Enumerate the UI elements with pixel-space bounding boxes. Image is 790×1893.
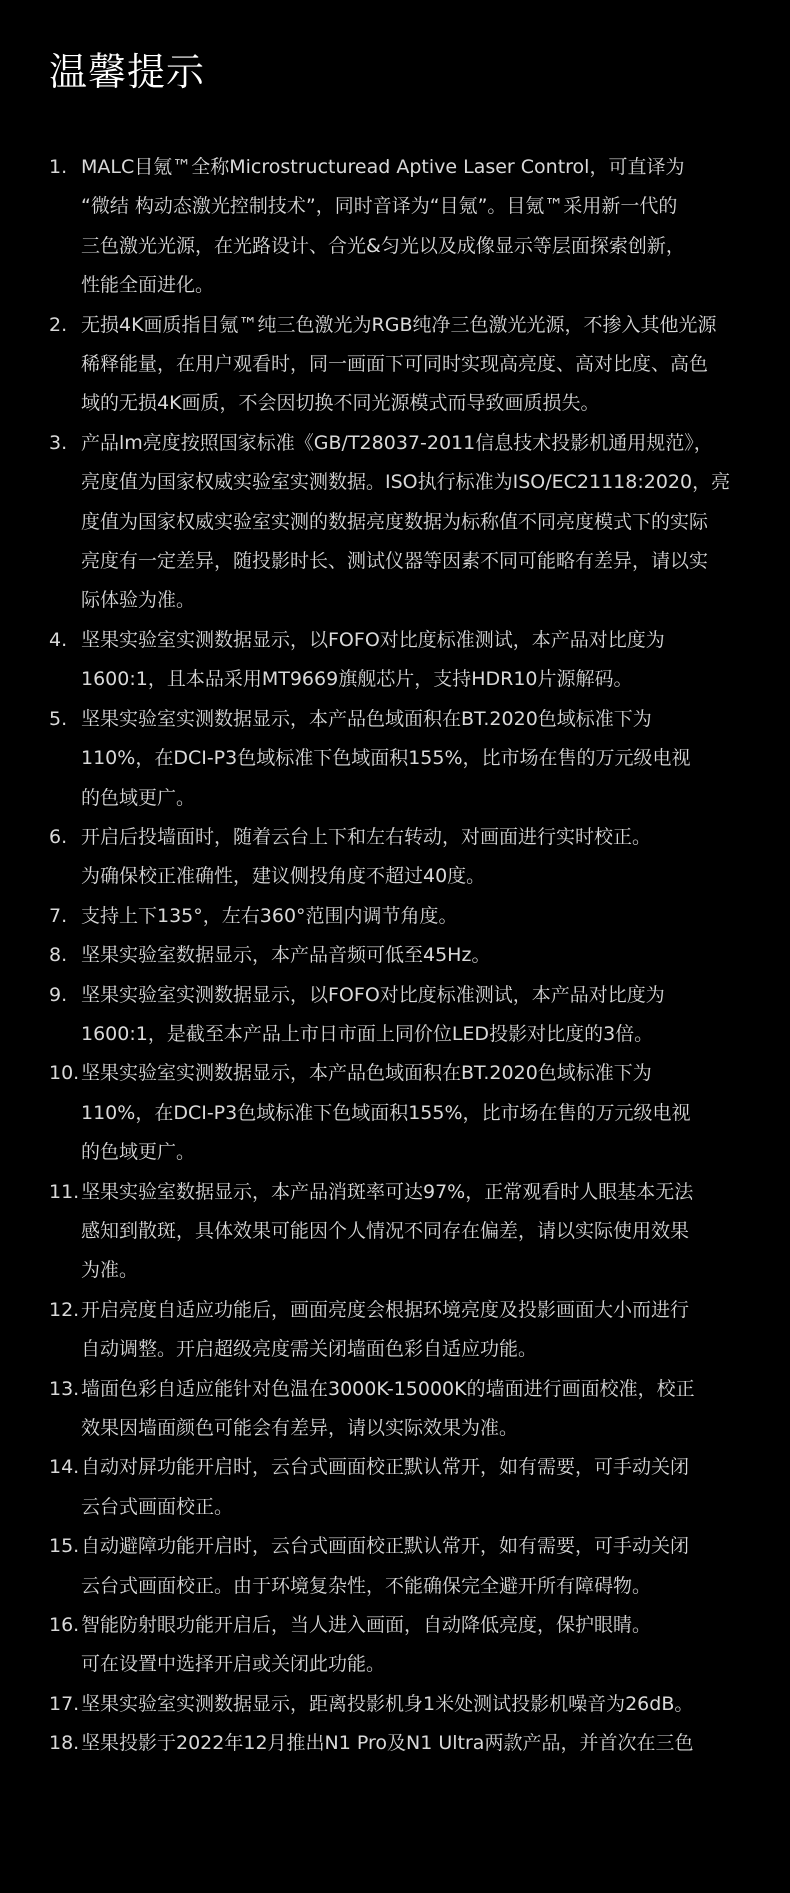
notice-item-text — [81, 621, 759, 700]
notice-item-number: 10. — [49, 1062, 80, 1085]
notice-item-line: 坚果实验室数据显示，本产品消斑率可达97%，正常观看时人眼基本无法 — [81, 1180, 694, 1203]
notice-item-text — [81, 976, 759, 1055]
notice-item — [49, 1724, 759, 1763]
notice-item — [49, 1173, 759, 1291]
notice-item-line: MALC目氪™全称Microstructuread Aptive Laser Control，可直译为 — [81, 156, 685, 178]
notice-item-line: 性能全面进化。 — [81, 274, 215, 297]
notice-item-line: 自动调整。开启超级亮度需关闭墙面色彩自适应功能。 — [81, 1338, 538, 1361]
notice-item-number: 7. — [49, 904, 68, 927]
notice-item-number: 15. — [49, 1535, 80, 1558]
notice-item-line: 的色域更广。 — [81, 786, 196, 809]
notice-item-number: 11. — [49, 1180, 80, 1203]
notice-item — [49, 621, 759, 700]
notice-item-number: 6. — [49, 825, 68, 848]
notice-item-number: 9. — [49, 983, 68, 1006]
notice-item-line: 开启后投墙面时，随着云台上下和左右转动，对画面进行实时校正。 — [81, 825, 652, 848]
notice-item-number: 17. — [49, 1692, 80, 1715]
notice-item — [49, 897, 759, 936]
notice-item-text — [81, 1173, 759, 1291]
notice-item — [49, 1054, 759, 1172]
notice-item-line: 云台式画面校正。 — [81, 1495, 234, 1518]
notice-item-number: 2. — [49, 313, 68, 336]
notice-item — [49, 148, 759, 306]
notice-item — [49, 306, 759, 424]
notice-item-line: 坚果实验室实测数据显示，本产品色域面积在BT.2020色域标准下为 — [81, 707, 652, 730]
notice-item-number: 4. — [49, 628, 68, 651]
notice-item-number: 13. — [49, 1377, 80, 1400]
notice-item-line: 开启亮度自适应功能后，画面亮度会根据环境亮度及投影画面大小而进行 — [81, 1298, 690, 1321]
notice-item — [49, 936, 759, 975]
notice-item-number: 5. — [49, 707, 68, 730]
notice-item-text — [81, 818, 759, 897]
notice-item-line: 云台式画面校正。由于环境复杂性，不能确保完全避开所有障碍物。 — [81, 1574, 652, 1597]
notice-item-line: 坚果实验室实测数据显示，以FOFO对比度标准测试，本产品对比度为 — [81, 628, 665, 651]
notice-item — [49, 1291, 759, 1370]
notice-item-text — [81, 1685, 759, 1724]
notice-item — [49, 1685, 759, 1724]
notice-item-line: 为准。 — [81, 1259, 139, 1282]
notice-item — [49, 1606, 759, 1685]
notice-item-line: 际体验为准。 — [81, 589, 196, 612]
notice-item-number: 8. — [49, 944, 68, 967]
notice-item-line: 墙面色彩自适应能针对色温在3000K-15000K的墙面进行画面校准，校正 — [81, 1377, 695, 1400]
notice-item-text — [81, 306, 759, 424]
notice-item-line: 坚果实验室实测数据显示，以FOFO对比度标准测试，本产品对比度为 — [81, 983, 665, 1006]
notice-item-number: 18. — [49, 1732, 80, 1755]
notice-item-line: 的色域更广。 — [81, 1141, 196, 1164]
notice-item-line: 稀释能量，在用户观看时，同一画面下可同时实现高亮度、高对比度、高色 — [81, 353, 709, 376]
notice-item-text — [81, 148, 759, 306]
notice-item-text — [81, 700, 759, 818]
notice-item-text — [81, 424, 759, 621]
notice-item-line: 坚果投影于2022年12月推出N1 Pro及N1 Ultra两款产品，并首次在三色 — [81, 1732, 694, 1755]
notice-item-line: 感知到散斑，具体效果可能因个人情况不同存在偏差，请以实际使用效果 — [81, 1219, 690, 1242]
notice-item-line: 智能防射眼功能开启后，当人进入画面，自动降低亮度，保护眼睛。 — [81, 1614, 652, 1637]
notice-item-line: 1600:1，是截至本产品上市日市面上同价位LED投影对比度的3倍。 — [81, 1022, 654, 1045]
notice-item — [49, 1527, 759, 1606]
notice-item-line: 域的无损4K画质，不会因切换不同光源模式而导致画质损失。 — [81, 392, 600, 415]
notice-item-text — [81, 1291, 759, 1370]
notice-item-text — [81, 897, 759, 936]
notice-item-line: “微结 构动态激光控制技术”，同时音译为“目氪”。目氪™采用新一代的 — [81, 195, 678, 218]
notice-item-line: 亮度有一定差异，随投影时长、测试仪器等因素不同可能略有差异，请以实 — [81, 550, 709, 573]
notice-item-text — [81, 1606, 759, 1685]
notice-item-line: 坚果实验室实测数据显示，本产品色域面积在BT.2020色域标准下为 — [81, 1062, 652, 1085]
notice-item-line: 坚果实验室数据显示，本产品音频可低至45Hz。 — [81, 944, 491, 967]
notice-item-line: 可在设置中选择开启或关闭此功能。 — [81, 1653, 386, 1676]
notice-item-line: 效果因墙面颜色可能会有差异，请以实际效果为准。 — [81, 1417, 519, 1439]
notice-item-number: 16. — [49, 1614, 80, 1637]
page-title: 温馨提示 — [49, 50, 206, 94]
notice-item — [49, 818, 759, 897]
notice-item-text — [81, 1527, 759, 1606]
notice-item-text — [81, 936, 759, 975]
notice-item — [49, 976, 759, 1055]
notice-item — [49, 1448, 759, 1527]
notice-item-line: 亮度值为国家权威实验室实测数据。ISO执行标准为ISO/EC21118:2020，亮 — [81, 471, 731, 494]
notice-list — [49, 148, 759, 1764]
notice-item-line: 产品lm亮度按照国家标准《GB/T28037-2011信息技术投影机通用规范》， — [81, 431, 713, 454]
notice-item-number: 14. — [49, 1456, 80, 1479]
notice-item-line: 坚果实验室实测数据显示，距离投影机身1米处测试投影机噪音为26dB。 — [81, 1692, 694, 1715]
notice-item-line: 1600:1，且本品采用MT9669旗舰芯片，支持HDR10片源解码。 — [81, 668, 633, 691]
notice-item-text — [81, 1724, 759, 1763]
notice-item-text — [81, 1448, 759, 1527]
notice-item — [49, 424, 759, 621]
notice-item-line: 支持上下135°，左右360°范围内调节角度。 — [81, 904, 458, 927]
notice-item-text — [81, 1370, 759, 1449]
notice-item-line: 度值为国家权威实验室实测的数据亮度数据为标称值不同亮度模式下的实际 — [81, 510, 709, 533]
notice-item-line: 110%，在DCI-P3色域标准下色域面积155%，比市场在售的万元级电视 — [81, 747, 691, 770]
notice-item-text — [81, 1054, 759, 1172]
notice-item-line: 自动避障功能开启时，云台式画面校正默认常开，如有需要，可手动关闭 — [81, 1535, 690, 1558]
notice-item-line: 自动对屏功能开启时，云台式画面校正默认常开，如有需要，可手动关闭 — [81, 1456, 690, 1479]
notice-item-number: 3. — [49, 431, 68, 454]
notice-item-line: 110%，在DCI-P3色域标准下色域面积155%，比市场在售的万元级电视 — [81, 1101, 691, 1124]
notice-item-line: 为确保校正准确性，建议侧投角度不超过40度。 — [81, 865, 486, 888]
notice-item — [49, 1370, 759, 1449]
notice-item-number: 1. — [49, 156, 68, 178]
notice-item-number: 12. — [49, 1298, 80, 1321]
notice-item-line: 无损4K画质指目氪™纯三色激光为RGB纯净三色激光光源，不掺入其他光源 — [81, 313, 717, 336]
notice-item-line: 三色激光光源，在光路设计、合光&匀光以及成像显示等层面探索创新， — [81, 234, 685, 257]
notice-item — [49, 700, 759, 818]
